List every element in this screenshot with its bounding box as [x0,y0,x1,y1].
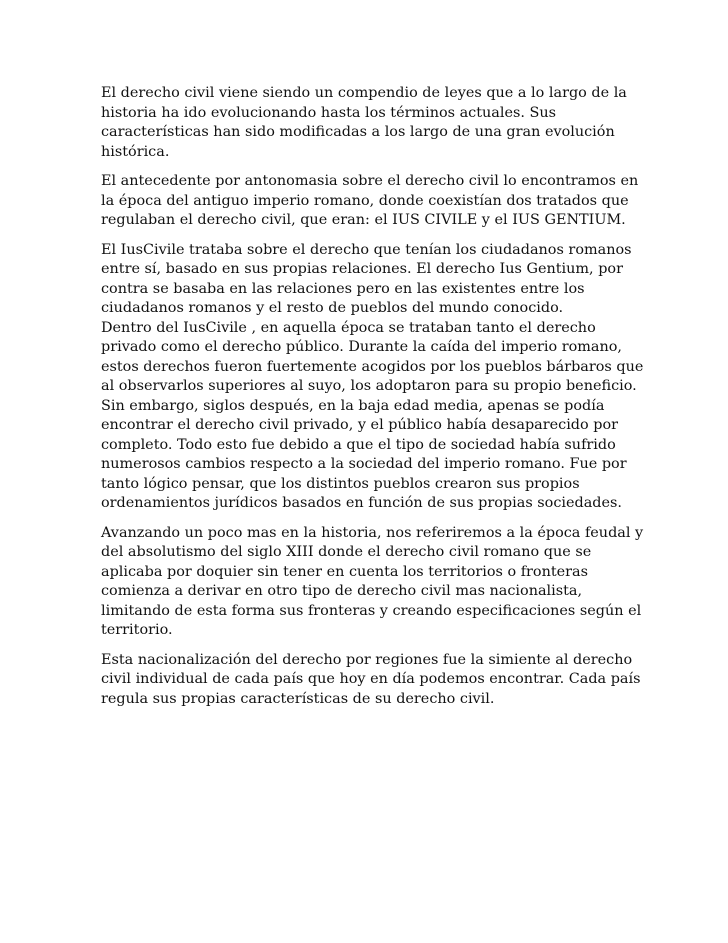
text-line: limitando de esta forma sus fronteras y creando especificaciones según el [101,602,642,619]
text-line: aplicaba por doquier sin tener en cuenta los territorios o fronteras [101,563,588,580]
text-line: El IusCivile trataba sobre el derecho que tenían los ciudadanos romanos [101,241,632,258]
text-line: El derecho civil viene siendo un compendio de leyes que a lo largo de la [101,85,627,101]
text-line: Esta nacionalización del derecho por regiones fue la simiente al derecho [101,651,633,668]
text-line: al observarlos superiores al suyo, los adoptaron para su propio beneficio. [101,378,637,394]
text-line: ciudadanos romanos y el resto de pueblos del mundo conocido. [101,300,564,316]
text-line: historia ha ido evolucionando hasta los términos actuales. Sus [101,104,557,121]
text-line: la época del antiguo imperio romano, donde coexistían dos tratados que [101,192,629,209]
text-line: Sin embargo, siglos después, en la baja edad media, apenas se podía [101,397,605,414]
text-line: del absolutismo del siglo XIII donde el derecho civil romano que se [101,544,592,560]
text-line: entre sí, basado en sus propias relaciones. El derecho Ius Gentium, por [101,261,623,277]
text-line: privado como el derecho público. Durante la caída del imperio romano, [101,339,623,355]
text-line: regula sus propias características de su derecho civil. [101,690,495,707]
text-line: completo. Todo esto fue debido a que el tipo de sociedad había sufrido [101,436,616,453]
paragraph-2 [101,172,639,231]
text-line: numerosos cambios respecto a la sociedad del imperio romano. Fue por [101,456,627,472]
text-line: encontrar el derecho civil privado, y el público había desaparecido por [101,417,619,433]
text-line: Avanzando un poco mas en la historia, nos referiremos a la época feudal y [101,524,644,541]
text-line: civil individual de cada país que hoy en día podemos encontrar. Cada país [101,671,641,687]
text-line: territorio. [101,622,173,638]
paragraph-4 [101,524,644,641]
text-line: El antecedente por antonomasia sobre el derecho civil lo encontramos en [101,173,639,189]
paragraph-5 [101,651,641,710]
text-line: contra se basaba en las relaciones pero en las existentes entre los [101,280,585,297]
text-line: características han sido modificadas a los largo de una gran evolución [101,124,615,140]
document-body [101,84,644,719]
text-line: Dentro del IusCivile , en aquella época se trataban tanto el derecho [101,319,596,336]
paragraph-3 [101,241,644,514]
text-line: estos derechos fueron fuertemente acogidos por los pueblos bárbaros que [101,358,644,375]
text-line: regulaban el derecho civil, que eran: el IUS CIVILE y el IUS GENTIUM. [101,212,626,228]
text-line: ordenamientos jurídicos basados en función de sus propias sociedades. [101,495,622,511]
paragraph-1 [101,84,631,162]
text-line: histórica. [101,143,170,160]
text-line: comienza a derivar en otro tipo de derecho civil mas nacionalista, [101,583,583,599]
text-line: tanto lógico pensar, que los distintos pueblos crearon sus propios [101,475,580,492]
